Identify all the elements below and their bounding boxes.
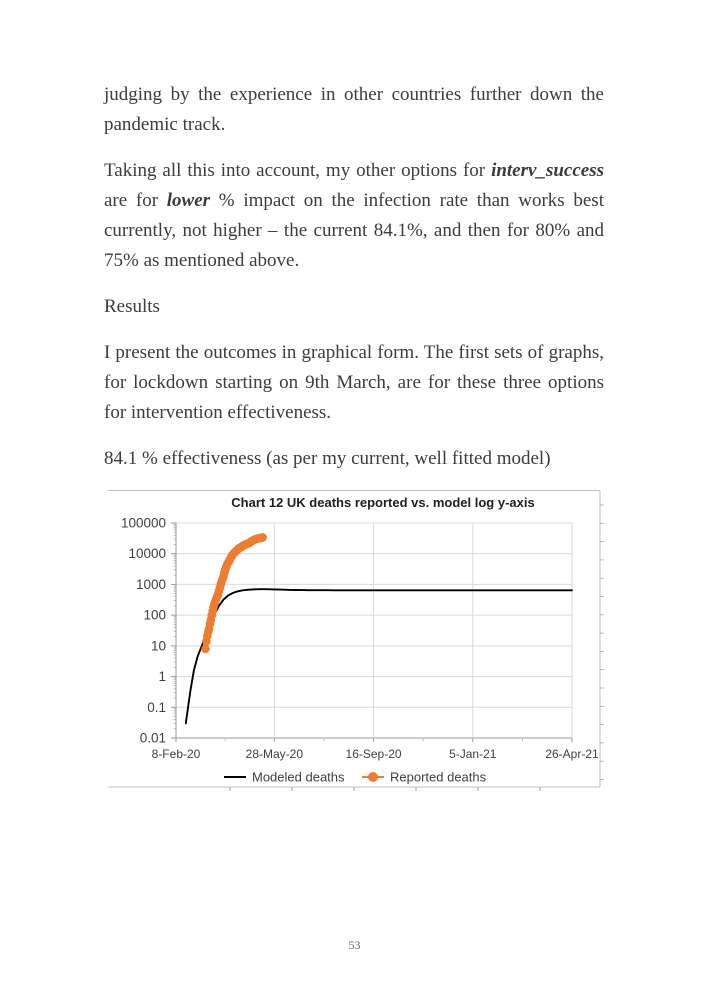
y-axis-tick-label: 0.01: [139, 730, 166, 746]
paragraph-2: [104, 156, 604, 276]
y-axis-tick-label: 100: [143, 607, 166, 623]
x-axis-tick-label: 5-Jan-21: [449, 747, 497, 761]
chart-title: Chart 12 UK deaths reported vs. model log y-axis: [231, 495, 535, 510]
paragraph-1: judging by the experience in other countries further down the pandemic track.: [104, 84, 604, 135]
x-axis-tick-label: 26-Apr-21: [545, 747, 599, 761]
paragraph-4: I present the outcomes in graphical form. The first sets of graphs, for lockdown starting on 9th March, are for these three options for intervention effectiveness.: [104, 342, 604, 423]
paragraph-2-text: Taking all this into account, my other options for: [104, 160, 492, 181]
y-axis-tick-label: 1000: [135, 576, 166, 592]
paragraph-2-text: are for: [104, 190, 167, 211]
legend-label-modeled: Modeled deaths: [252, 769, 345, 785]
y-axis-tick-label: 1: [158, 669, 166, 685]
section-heading-results: Results: [104, 296, 160, 317]
term-lower: lower: [166, 190, 211, 211]
chart-series: [186, 533, 572, 723]
paragraph-2-text: % impact on the infection rate than works best currently, not higher – the current 84.1%, and then for 80% and 75% as mentioned above.: [104, 190, 604, 271]
y-axis-tick-label: 10: [150, 638, 166, 654]
text-body: [104, 80, 604, 797]
page-number: 53: [348, 938, 361, 952]
term-interv-success: interv_success: [491, 160, 604, 181]
chart-legend: [224, 770, 487, 785]
modeled-deaths-line: [186, 589, 572, 723]
y-axis-tick-label: 0.1: [147, 699, 166, 715]
y-axis-tick-label: 100000: [120, 515, 166, 531]
paragraph-5: 84.1 % effectiveness (as per my current, well fitted model): [104, 448, 551, 469]
x-axis-tick-label: 16-Sep-20: [345, 747, 402, 761]
chart-figure: [100, 490, 604, 797]
legend-dot-swatch: [368, 772, 378, 782]
x-axis-tick-label: 28-May-20: [245, 747, 304, 761]
chart-axis-labels: [121, 495, 599, 761]
y-axis-tick-label: 10000: [128, 546, 166, 562]
chart-canvas: [100, 490, 609, 792]
legend-label-reported: Reported deaths: [390, 769, 487, 785]
x-axis-tick-label: 8-Feb-20: [151, 747, 201, 761]
chart-frame: [108, 491, 604, 792]
